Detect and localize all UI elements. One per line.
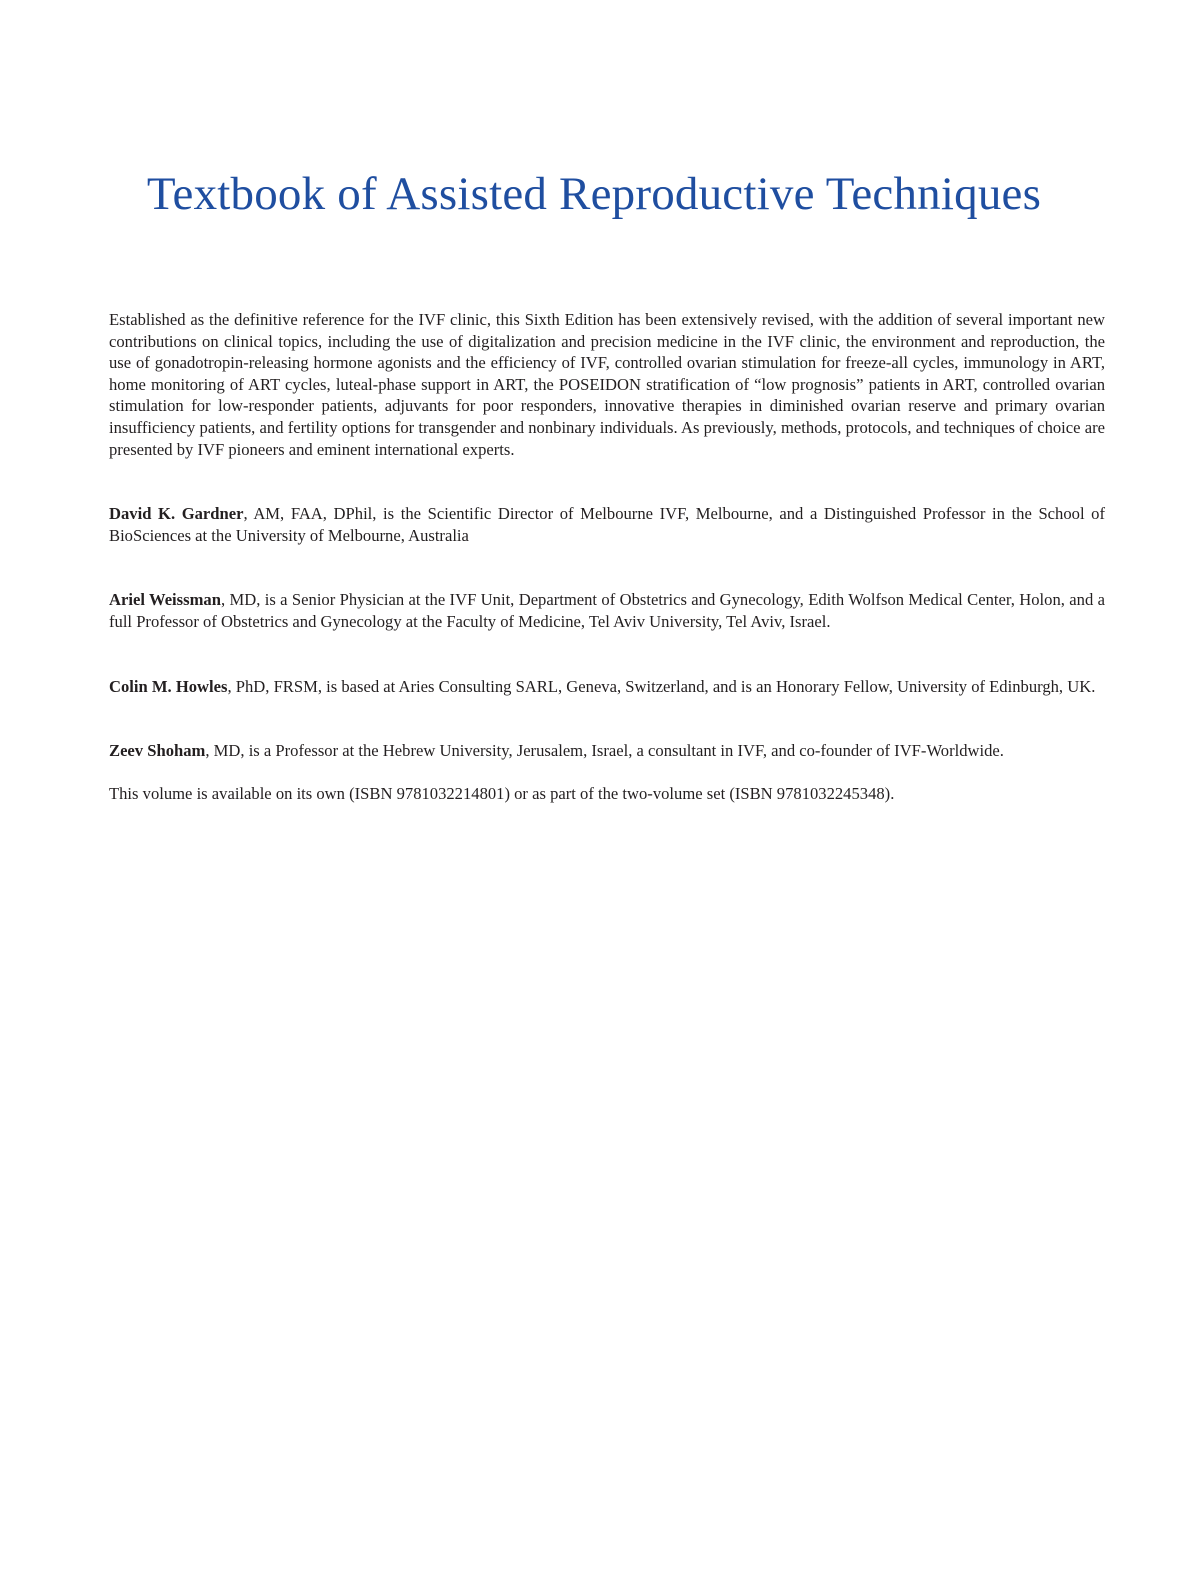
- availability-note: This volume is available on its own (ISBN 9781032214801) or as part of the two-volume set (ISBN 9781032245348).: [109, 783, 895, 803]
- editor-bio-gardner: [109, 503, 1105, 546]
- book-title: Textbook of Assisted Reproductive Techniques: [146, 168, 1042, 220]
- cover-text-block: [109, 309, 1105, 804]
- editor-bio-text: , MD, is a Senior Physician at the IVF Unit, Department of Obstetrics and Gynecology, Edith Wolfson Medical Center, Holon, and a full Professor of Obstetrics and Gynecology at the Faculty of Medicine, Tel Aviv University, Tel Aviv, Israel.: [109, 590, 1105, 631]
- editor-name: David K. Gardner: [109, 504, 244, 524]
- editor-bio-text: , PhD, FRSM, is based at Aries Consulting SARL, Geneva, Switzerland, and is an Honorary Fellow, University of Edinburgh, UK.: [227, 676, 1096, 696]
- editor-name: Colin M. Howles: [109, 676, 228, 696]
- editor-bio-weissman: [109, 589, 1105, 632]
- editor-bio-text: , MD, is a Professor at the Hebrew University, Jerusalem, Israel, a consultant in IVF, and co-founder of IVF-Worldwide.: [205, 741, 1004, 761]
- editor-bio-text: , AM, FAA, DPhil, is the Scientific Director of Melbourne IVF, Melbourne, and a Distinguished Professor in the School of BioSciences at the University of Melbourne, Australia: [109, 504, 1105, 545]
- book-description: Established as the definitive reference for the IVF clinic, this Sixth Edition has been extensively revised, with the addition of several important new contributions on clinical topics, including the use of digitalization and precision medicine in the IVF clinic, the environment and reproduction, the use of gonadotropin-releasing hormone agonists and the efficiency of IVF, controlled ovarian stimulation for freeze-all cycles, immunology in ART, home monitoring of ART cycles, luteal-phase support in ART, the POSEIDON stratification of “low prognosis” patients in ART, controlled ovarian stimulation for low-responder patients, adjuvants for poor responders, innovative therapies in diminished ovarian reserve and primary ovarian insufficiency patients, and fertility options for transgender and nonbinary individuals. As previously, methods, protocols, and techniques of choice are presented by IVF pioneers and eminent international experts.: [109, 310, 1105, 459]
- editor-bio-shoham: [109, 740, 1105, 762]
- editor-name: Ariel Weissman: [109, 590, 221, 610]
- editor-name: Zeev Shoham: [109, 741, 206, 761]
- editor-bio-howles: [109, 676, 1105, 698]
